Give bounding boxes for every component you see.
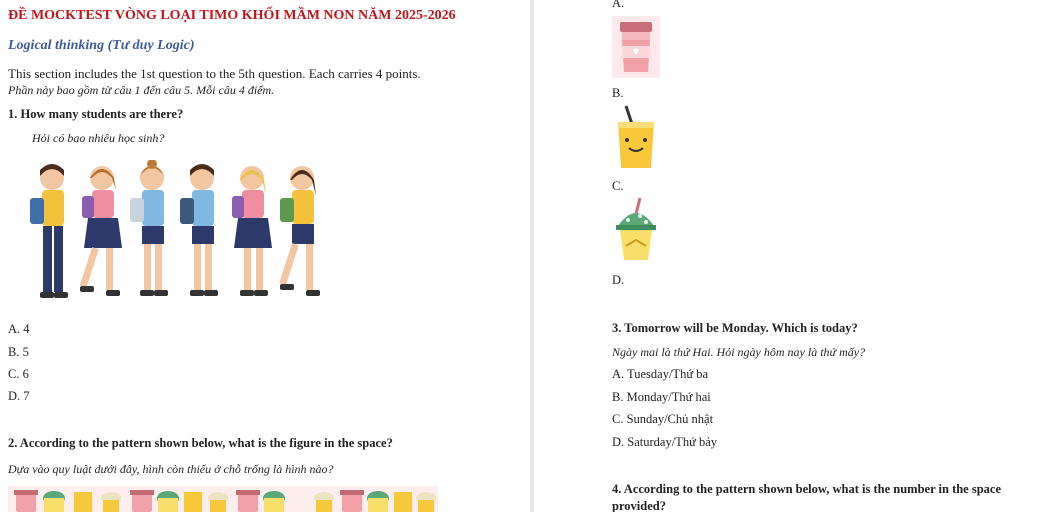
pattern-green-drink-icon: [263, 491, 285, 512]
section-intro-en: This section includes the 1st question to the 5th question. Each carries 4 points.: [8, 66, 421, 81]
pattern-green-drink-icon: [43, 491, 65, 512]
student-3: [130, 160, 168, 296]
q1-option-d[interactable]: D. 7: [8, 389, 30, 403]
pattern-yellow-juice-icon: [394, 492, 412, 512]
question-4-line1: 4. According to the pattern shown below, what is the number in the space: [612, 482, 1002, 496]
question-1: 1. How many students are there?: [8, 107, 184, 121]
q2-option-c-label[interactable]: C.: [612, 179, 624, 193]
document-title: ĐỀ MOCKTEST VÒNG LOẠI TIMO KHỐI MẦM NON NĂM 2025-2026: [8, 8, 456, 23]
student-4: [180, 164, 218, 296]
pattern-pink-cup-icon: [130, 490, 154, 512]
pattern-pink-cup-icon: [236, 490, 260, 512]
pattern-yellow-juice-icon: [74, 492, 92, 512]
pattern-cream-dessert-icon: [314, 492, 334, 512]
page-left: [0, 0, 530, 512]
green-dome-drink-icon[interactable]: [612, 196, 660, 262]
q2-option-b-label[interactable]: B.: [612, 86, 624, 100]
q3-option-b[interactable]: B. Monday/Thứ hai: [612, 390, 711, 404]
student-2: [80, 166, 122, 296]
question-2-vi: Dựa vào quy luật dưới đây, hình còn thiếu ở chỗ trống là hình nào?: [8, 462, 334, 476]
q1-option-a[interactable]: A. 4: [8, 322, 30, 336]
page-right: [534, 0, 1063, 512]
pattern-yellow-juice-icon: [184, 492, 202, 512]
question-3: 3. Tomorrow will be Monday. Which is today?: [612, 321, 858, 335]
question-4-line2: provided?: [612, 499, 666, 512]
section-intro-vi: Phần này bao gồm từ câu 1 đến câu 5. Mỗi câu 4 điểm.: [8, 83, 275, 97]
pink-drink-cup-icon[interactable]: [612, 16, 660, 78]
q1-option-c[interactable]: C. 6: [8, 367, 29, 381]
q2-option-d-label[interactable]: D.: [612, 273, 625, 287]
question-1-vi: Hỏi có bao nhiêu học sinh?: [32, 131, 165, 145]
question-2: 2. According to the pattern shown below, what is the figure in the space?: [8, 436, 393, 450]
q2-pattern-strip: [8, 486, 438, 512]
pattern-pink-cup-icon: [14, 490, 38, 512]
student-5: [232, 166, 272, 296]
pattern-green-drink-icon: [157, 491, 179, 512]
q1-option-b[interactable]: B. 5: [8, 345, 29, 359]
orange-juice-glass-icon[interactable]: [612, 104, 660, 170]
q2-option-a-label[interactable]: A.: [612, 0, 625, 10]
pattern-cream-dessert-icon: [101, 492, 121, 512]
q3-option-c[interactable]: C. Sunday/Chủ nhật: [612, 412, 714, 426]
pattern-pink-cup-icon: [340, 490, 364, 512]
pattern-cream-dessert-icon: [416, 492, 436, 512]
student-6: [279, 166, 320, 296]
pattern-cream-dessert-icon: [208, 492, 228, 512]
pattern-green-drink-icon: [367, 491, 389, 512]
students-illustration: [22, 160, 332, 308]
question-3-vi: Ngày mai là thứ Hai. Hỏi ngày hôm nay là thứ mấy?: [612, 345, 866, 359]
student-1: [30, 164, 68, 298]
q3-option-d[interactable]: D. Saturday/Thứ bảy: [612, 435, 718, 449]
section-heading: Logical thinking (Tư duy Logic): [8, 38, 195, 53]
q3-option-a[interactable]: A. Tuesday/Thứ ba: [612, 367, 709, 381]
